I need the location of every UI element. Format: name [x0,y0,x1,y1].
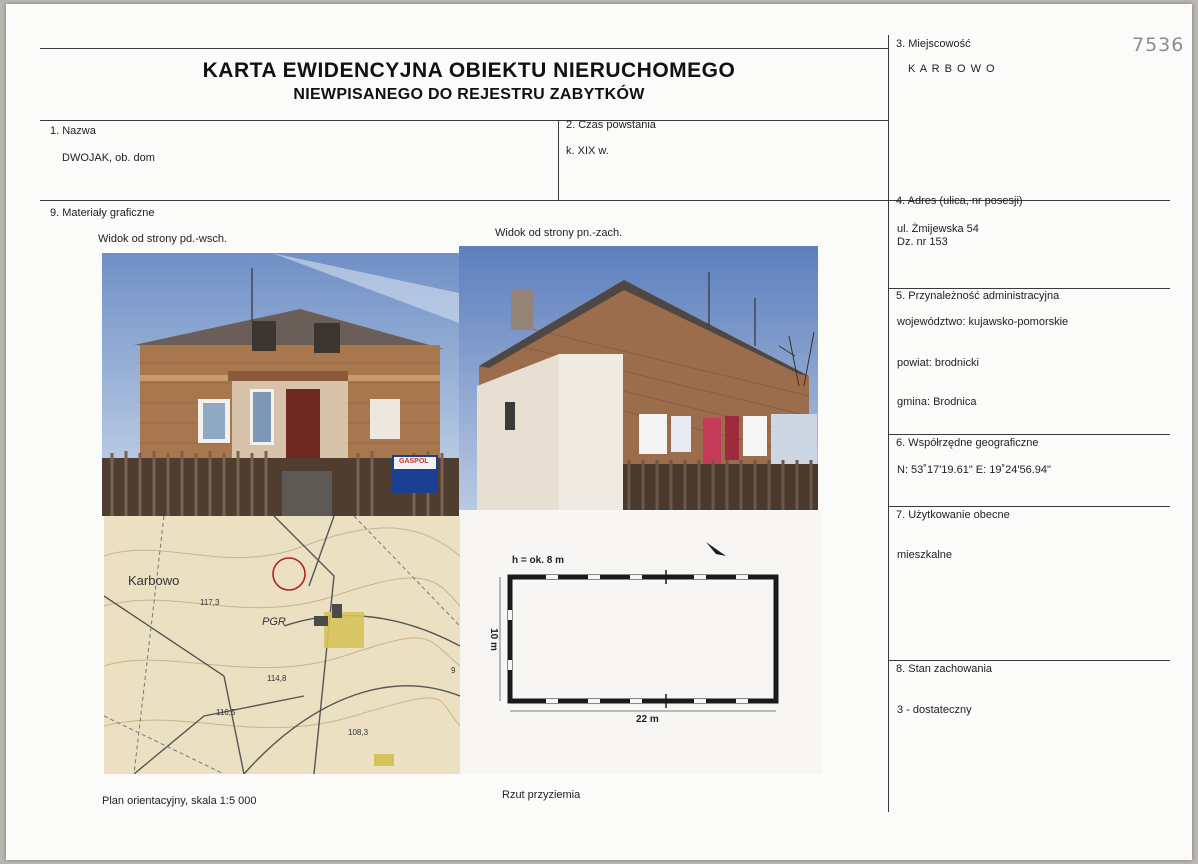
coords-label: 6. Współrzędne geograficzne [896,437,1039,449]
admin-county: powiat: brodnicki [897,357,979,369]
address-street: ul. Żmijewska 54 [897,223,979,235]
gas-sign-text: GASPOL [399,458,429,465]
floor-plan [460,510,822,774]
row-line-admin [888,434,1170,435]
name-value: DWOJAK, ob. dom [62,152,155,164]
row-line-coords [888,506,1170,507]
row-line-1 [40,120,888,121]
frame-top-line [40,48,888,49]
plan-height-label: h = ok. 8 m [512,555,564,566]
record-card [6,4,1192,860]
map-caption: Plan orientacyjny, skala 1:5 000 [102,795,257,807]
period-value: k. XIX w. [566,145,609,157]
condition-label: 8. Stan zachowania [896,663,993,675]
admin-label: 5. Przynależność administracyjna [896,290,1060,302]
archive-number: 7536 [1132,34,1185,56]
admin-voivodeship: województwo: kujawsko-pomorskie [897,316,1069,328]
plan-caption: Rzut przyziemia [502,789,581,801]
locality-label: 3. Miejscowość [896,38,971,50]
map-elev-1: 117,3 [200,598,220,607]
name-label: 1. Nazwa [50,125,96,137]
row-line-usage [888,660,1170,661]
orientation-map [104,516,460,774]
plan-width-label: 22 m [636,714,659,725]
coords-value: N: 53˚17'19.61" E: 19˚24'56.94" [897,464,1051,476]
map-elev-3: 116,5 [216,708,236,717]
period-label: 2. Czas powstania [566,119,656,131]
locality-value: K A R B O W O [908,63,996,75]
usage-value: mieszkalne [897,549,953,561]
map-place-label: Karbowo [128,573,180,588]
usage-label: 7. Użytkowanie obecne [896,509,1010,521]
document-title: KARTA EWIDENCYJNA OBIEKTU NIERUCHOMEGO [202,59,736,82]
map-elev-2: 114,8 [267,674,287,683]
plan-depth-label: 10 m [487,628,499,651]
map-pgr-label: PGR [262,616,286,628]
admin-commune: gmina: Brodnica [897,396,977,408]
name-period-divider [558,120,559,200]
frame-right-column-line [888,35,889,812]
map-elev-4: 108,3 [348,728,369,737]
photo2-caption: Widok od strony pn.-zach. [495,227,623,239]
photo1-caption: Widok od strony pd.-wsch. [98,233,227,245]
row-line-addr [888,288,1170,289]
address-parcel: Dz. nr 153 [897,236,948,248]
graphics-label: 9. Materiały graficzne [50,207,155,219]
photo-north-west [459,246,818,510]
photo-south-east [102,253,459,516]
map-edge-label: 9 [451,666,456,675]
document-subtitle: NIEWPISANEGO DO REJESTRU ZABYTKÓW [293,86,645,103]
condition-value: 3 - dostateczny [897,704,972,716]
address-label: 4. Adres (ulica, nr posesji) [896,195,1023,207]
